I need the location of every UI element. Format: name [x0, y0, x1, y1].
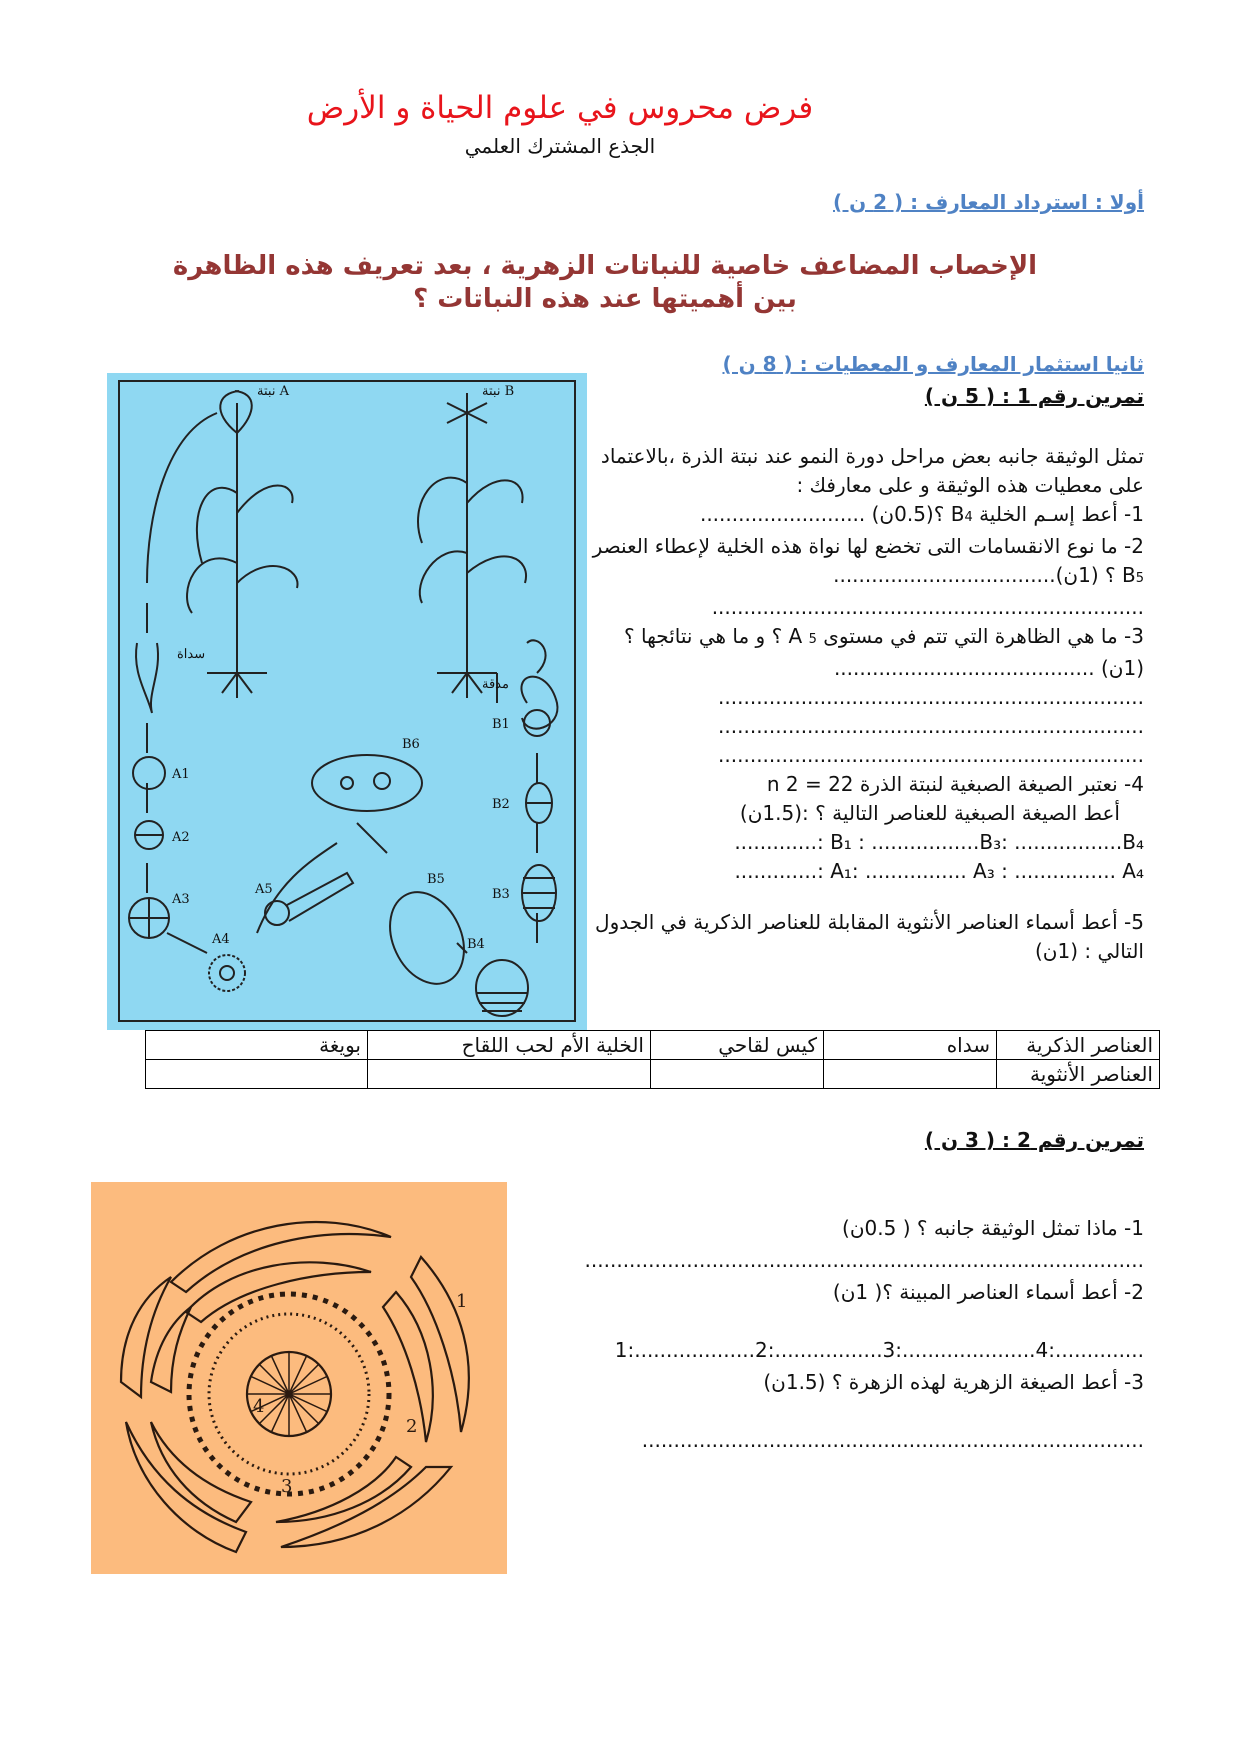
label-1: 1 [456, 1291, 468, 1312]
exercise1-q4-row1[interactable]: B₁ : .................B₃: .................B₄ :............. [734, 830, 1144, 854]
table-cell: سداه [824, 1031, 997, 1060]
label-pistil: مدقة [482, 677, 509, 692]
page-title: فرض محروس في علوم الحياة و الأرض [306, 90, 814, 126]
exercise1-intro: تمثل الوثيقة جانبه بعض مراحل دورة النمو عند نبتة الذرة ،بالاعتماد على معطيات هذه الوثيقة و على معارفك : [600, 444, 1144, 497]
pollen-nucleus [220, 966, 234, 980]
label-a1: A1 [172, 767, 190, 782]
cycle-arrow [457, 943, 467, 953]
plant-b-leaf [467, 480, 523, 503]
cell-a1 [133, 757, 165, 789]
table-cell-answer[interactable] [824, 1060, 997, 1089]
cell-b1 [524, 710, 550, 736]
floral-diagram-drawing [91, 1182, 507, 1574]
exercise1-q4-line2: أعط الصيغة الصبغية للعناصر التالية ؟ :(1.5ن) [739, 801, 1120, 825]
plant-a-leaf [237, 566, 297, 588]
table-cell-answer[interactable] [651, 1060, 824, 1089]
pollen-grain-a4 [209, 955, 245, 991]
label-a5: A5 [255, 882, 273, 897]
plant-b-leaf [467, 556, 526, 583]
maize-cycle-figure [107, 373, 587, 1030]
exercise1-text [584, 442, 1144, 966]
exercise2-q1-dots[interactable]: ........................................................................................ [584, 1248, 1144, 1272]
label-b4: B4 [467, 937, 485, 952]
exercise1-q3-dots2[interactable]: ................................................................... [718, 714, 1144, 738]
label-plant-b: نبتة B [482, 384, 515, 399]
exercise2-q1: 1- ماذا تمثل الوثيقة جانبه ؟ ( 0.5ن) [842, 1216, 1144, 1240]
label-b3: B3 [492, 887, 510, 902]
label-4: 4 [253, 1396, 265, 1417]
plant-b-leaf [418, 478, 467, 543]
label-3: 3 [281, 1476, 293, 1497]
figure-frame [119, 381, 575, 1021]
table-row-female [146, 1060, 1160, 1089]
label-b2: B2 [492, 797, 510, 812]
label-b1: B1 [492, 717, 510, 732]
cycle-arrow [167, 933, 207, 953]
embryo-sac-b5 [376, 880, 478, 996]
exercise2-text [544, 1212, 1144, 1456]
exercise2-q3: 3- أعط الصيغة الزهرية لهذه الزهرة ؟ (1.5ن) [763, 1370, 1144, 1394]
male-female-table [145, 1030, 1160, 1089]
exercise1-q5: 5- أعط أسماء العناصر الأنثوية المقابلة للعناصر الذكرية في الجدول التالي : (1ن) [595, 910, 1144, 963]
label-a2: A2 [172, 830, 190, 845]
stamen-drawing [136, 643, 158, 713]
exercise1-q3: 3- ما هي الظاهرة التي تتم في مستوى A 5 ؟ و ما هي نتائجها ؟(1ن) ......................................... [624, 624, 1144, 680]
cycle-arrow [527, 640, 546, 673]
label-plant-a: نبتة A [257, 384, 289, 399]
plant-a-leaf [237, 486, 293, 514]
floral-diagram-figure [91, 1182, 507, 1574]
table-cell: العناصر الذكرية [997, 1031, 1160, 1060]
part2-heading: ثانيا استثمار المعارف و المعطيات : ( 8 ن ) [722, 352, 1144, 376]
exercise1-heading: تمرين رقم 1 : ( 5 ن ) [924, 384, 1144, 408]
label-b5: B5 [427, 872, 445, 887]
embryo-sac-b6 [312, 755, 422, 811]
plant-b-leaf [420, 551, 467, 603]
part1-question-line1: الإخصاب المضاعف خاصية للنباتات الزهرية ، بعد تعريف هذه الظاهرة [172, 251, 1038, 281]
maize-cycle-drawing [107, 373, 587, 1030]
exercise1-q4-row2[interactable]: A₁: ................ A₃ : ................ A₄ :............. [734, 859, 1144, 883]
table-cell: العناصر الأنثوية [997, 1060, 1160, 1089]
table-cell-answer[interactable] [368, 1060, 651, 1089]
page-subtitle: الجذع المشترك العلمي [464, 134, 656, 158]
label-2: 2 [406, 1416, 418, 1437]
exercise2-heading: تمرين رقم 2 : ( 3 ن ) [924, 1128, 1144, 1152]
exercise1-q3-dots1[interactable]: ................................................................... [718, 685, 1144, 709]
table-cell-answer[interactable] [146, 1060, 368, 1089]
label-stamen: سداة [177, 647, 206, 662]
label-b6: B6 [402, 737, 420, 752]
part1-question-line2: بين أهميتها عند هذه النباتات ؟ [413, 283, 797, 314]
label-a3: A3 [172, 892, 190, 907]
cell-b4 [476, 960, 528, 1016]
ovary-carpels [247, 1352, 331, 1436]
plant-a-leaf [187, 558, 237, 613]
part1-question [110, 250, 1100, 315]
pollen-tube [287, 873, 353, 921]
exercise1-q4-line1: 4- نعتبر الصيغة الصبغية لنبتة الذرة 22 = 2 n [766, 772, 1144, 796]
table-cell: الخلية الأم لحب اللقاح [368, 1031, 651, 1060]
table-cell: كيس لقاحي [651, 1031, 824, 1060]
exercise1-q2: 2- ما نوع الانقسامات التى تخضع لها نواة هذه الخلية لإعطاء العنصر B5 ؟ (1ن)................................... [592, 534, 1144, 587]
exercise1-q1: 1- أعط إسـم الخلية B4 ؟(0.5ن) .......................... [699, 502, 1144, 526]
table-cell: بويغة [146, 1031, 368, 1060]
plant-a-roots [207, 673, 267, 698]
table-row-male [146, 1031, 1160, 1060]
exercise2-q2: 2- أعط أسماء العناصر المبينة ؟( 1ن) [832, 1280, 1144, 1304]
pistil-drawing [521, 677, 557, 729]
plant-a-leaf [197, 488, 237, 563]
cycle-arrow [357, 823, 387, 853]
cycle-arrow [147, 413, 217, 583]
label-a4: A4 [212, 932, 230, 947]
pollen-tube-a5 [265, 901, 289, 925]
exercise2-q2-fill[interactable]: 1:...................2:.................3:.....................4:.............. [614, 1338, 1144, 1362]
exercise1-q2-dots[interactable]: .................................................................... [711, 595, 1144, 619]
exercise1-q3-dots3[interactable]: ................................................................... [718, 743, 1144, 767]
part1-heading: أولا : استرداد المعارف : ( 2 ن ) [833, 190, 1144, 214]
exercise2-q3-dots[interactable]: ............................................................................... [641, 1428, 1144, 1452]
